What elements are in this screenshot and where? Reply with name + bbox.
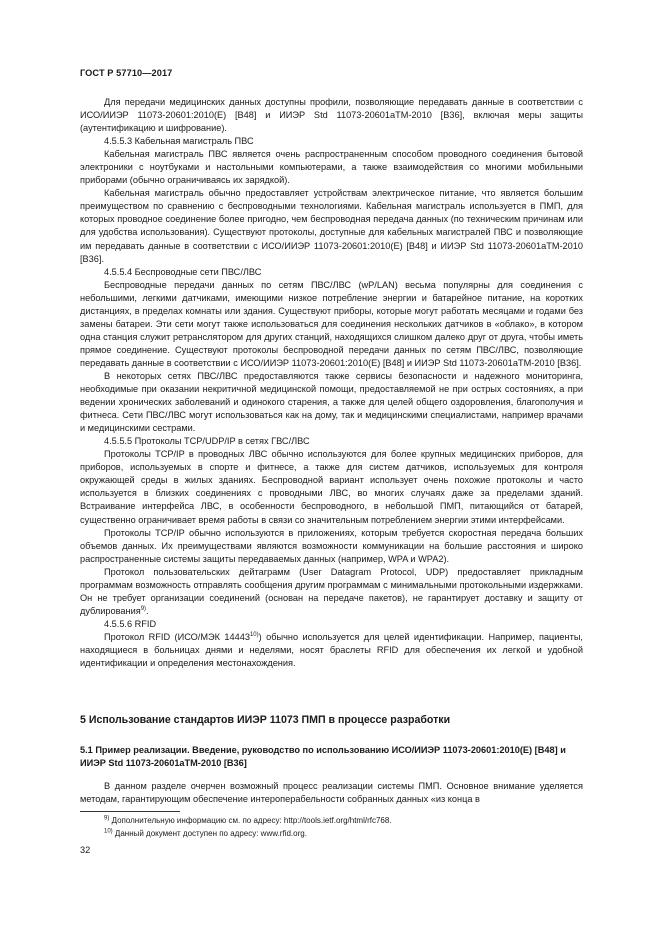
subsection-heading: 5.1 Пример реализации. Введение, руководство по использованию ИСО/ИИЭР 11073-20601:2010(E) [B48] и ИИЭР Std 11073-20601aTM-2010 [B36]: [80, 745, 566, 768]
footnote: [104, 814, 392, 827]
paragraph: Кабельная магистраль ПВС является очень распространенным способом проводного соединения бытовой электроники с ноутбуками и настольными компьютерами, а также взаимодействия со многими мобильными приборами (обычно ограничиваясь их зарядкой).: [80, 149, 583, 186]
footnote-mark: 10): [104, 828, 113, 835]
footnote-mark: 9): [104, 815, 110, 822]
paragraph: [80, 566, 583, 618]
footnote-text: Данный документ доступен по адресу: www.rfid.org.: [114, 829, 307, 838]
paragraph-text: ) обычно используется для целей идентификации. Например, пациенты, находящиеся в больницах днями и неделями, носят браслеты RFID для обеспечения их легкой и удобной идентификации и определения местонахождения.: [80, 631, 583, 669]
paragraph: Протоколы TCP/IP обычно используются в приложениях, которым требуется скоростная передача больших объемов данных. Их преимуществами являются возможности коммуникации на большие расстояния и широко распространенные системы защиты передаваемых данных (например, WPA и WPA2).: [80, 527, 583, 564]
footnotes: [104, 814, 392, 840]
footnote: [104, 827, 392, 840]
paragraph: Кабельная магистраль обычно предоставляет устройствам электрическое питание, что является большим преимуществом по сравнению с беспроводными технологиями. Кабельная магистраль используется в ПМП, для которых проводное соединение более пригодно, чем беспроводная передача данных (по техническим причинам или для удобства использования). Существуют протоколы, доступные для кабельных магистралей ПВС и позволяющие им передавать данные в соответствии с ИСО/ИИЭР 11073-20601:2010(E) [B48] и ИИЭР Std 11073-20601aTM-2010 [B36].: [80, 188, 583, 264]
main-text: [80, 780, 583, 806]
paragraph-end: .: [146, 605, 149, 616]
paragraph: Протоколы TCP/IP в проводных ЛВС обычно используются для более крупных медицинских приборов, для приборов, используемых в спорте и фитнесе, а также для систем датчиков, используемых для контроля окружающей среды в жилых зданиях. Беспроводной вариант использует очень похожие протоколы и часто используется в близких соединениях с проводными ЛВС, во многих случаях даже за пределами зданий. Встраивание интерфейса ЛВС, в особенности беспроводного, в небольшой ПМП, питающийся от батарей, существенно ограничивает время работы в связи со значительным потреблением энергии этими интерфейсами.: [80, 449, 583, 525]
paragraph-text: Протокол RFID (ИСО/МЭК 14443: [104, 631, 250, 642]
section-heading: 5 Использование стандартов ИИЭР 11073 ПМП в процессе разработки: [80, 714, 451, 726]
page-number: 32: [80, 845, 91, 855]
paragraph: В данном разделе очерчен возможный процесс реализации системы ПМП. Основное внимание уделяется методам, гарантирующим обеспечение интероперабельности собранных данных «из конца в: [80, 781, 583, 805]
document-id-header: ГОСТ Р 57710—2017: [80, 68, 173, 78]
subsection-heading: 4.5.5.5 Протоколы TCP/UDP/IP в сетях ГВС/ЛВС: [104, 436, 310, 447]
paragraph: [80, 631, 583, 670]
paragraph-text: Протокол пользовательских дейтаграмм (User Datagram Protocol, UDP) предоставляет прикладным программам возможность отправлять сообщения другим программам с минимальными протокольными издержками. Он не требует организации соединений (основан на передаче пакетов), не гарантирует доставку и защиту от дублирования: [80, 566, 583, 616]
footnote-ref: 9): [140, 605, 147, 612]
paragraph: Для передачи медицинских данных доступны профили, позволяющие передавать данные в соответствии с ИСО/ИИЭР 11073-20601:2010(E) [B48] и ИИЭР Std 11073-20601aTM-2010 [B36], включая меры защиты (аутентификацию и шифрование).: [80, 97, 583, 134]
subsection-heading: 4.5.5.3 Кабельная магистраль ПВС: [104, 136, 254, 147]
subsection-heading: 4.5.5.6 RFID: [104, 618, 157, 629]
footnote-ref: 10): [249, 631, 259, 638]
main-text: [80, 96, 583, 670]
subsection-heading: 4.5.5.4 Беспроводные сети ПВС/ЛВС: [104, 266, 262, 277]
paragraph: В некоторых сетях ПВС/ЛВС предоставляются также сервисы безопасности и надежного мониторинга, необходимые при оказании некритичной медицинской помощи, предоставляемой не при острых состояниях, а при ведении хронических заболеваний и одинокого старения, а также для целей общего оздоровления, благополучия и фитнеса. Сети ПВС/ЛВС могут использоваться как на дому, так и медицинскими специалистами, например врачами и медицинскими сестрами.: [80, 370, 583, 434]
paragraph: Беспроводные передачи данных по сетям ПВС/ЛВС (wP/LAN) весьма популярны для соединения с небольшими, легкими датчиками, имеющими низкое потребление энергии и батарейное питание, на коротких дистанциях, в пределах комнаты или здания. Существуют приборы, которые могут работать месяцами и годами без замены батареи. Эти сети могут также использоваться для соединения нескольких датчиков в «облако», в котором одна станция служит ретранслятором для других станций, находящихся слишком далеко друг от друга, чтобы иметь прямое соединение. Существуют протоколы беспроводной передачи данных по сетям ПВС/ЛВС, позволяющие передавать данные в соответствии с ИСО/ИИЭР 11073-20601:2010(E) [B48] и ИИЭР Std 11073-20601aTM-2010 [B36].: [80, 279, 583, 368]
footnote-divider: [80, 811, 180, 812]
footnote-text: Дополнительную информацию см. по адресу: http://tools.ietf.org/html/rfc768.: [111, 816, 392, 825]
